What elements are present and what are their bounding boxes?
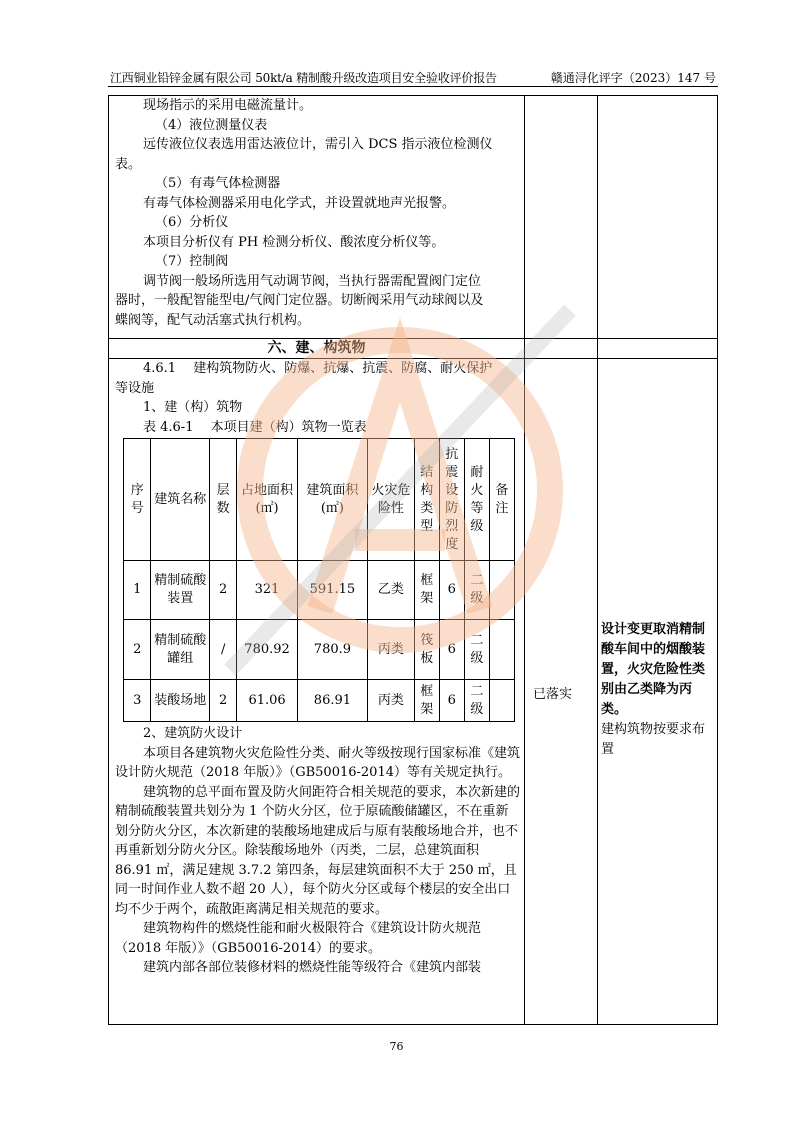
text-line: 蝶阀等，配气动活塞式执行机构。 xyxy=(115,312,311,328)
section-title: 六、建、构筑物 xyxy=(267,340,366,356)
remark-cell xyxy=(601,620,713,760)
remark-bold: 设计变更取消精制酸车间中的烟酸装置，火灾危险性类别由乙类降为丙类。 xyxy=(601,622,706,717)
header-cell: 建筑面积(㎡) xyxy=(297,439,367,561)
cell: 乙类 xyxy=(368,561,415,620)
subsection-heading: 1、建（构）筑物 xyxy=(143,400,243,415)
cell: 321 xyxy=(237,561,297,620)
text-line: 本项目分析仪有 PH 检测分析仪、酸浓度分析仪等。 xyxy=(143,234,445,250)
text-line: 器时，一般配智能型电/气阀门定位器。切断阀采用气动球阀以及 xyxy=(115,293,484,308)
cell: 6 xyxy=(439,680,464,722)
text-line: （7）控制阀 xyxy=(155,254,229,269)
text-line: 远传液位仪表选用雷达液位计，需引入 DCS 指示液位检测仪 xyxy=(143,137,493,152)
cell: 筏板 xyxy=(414,620,439,680)
cell: 6 xyxy=(439,620,464,680)
clause-heading-cont: 等设施 xyxy=(115,380,155,396)
header-cell: 耐火等级 xyxy=(464,439,489,561)
cell xyxy=(489,680,514,722)
building-table xyxy=(123,438,515,722)
fire-design-block xyxy=(115,724,520,978)
cell: 780.92 xyxy=(237,620,297,680)
header-cell: 抗震设防烈度 xyxy=(439,439,464,561)
table-caption: 表 4.6-1 本项目建（构）筑物一览表 xyxy=(143,419,367,435)
table-row xyxy=(124,561,515,620)
paragraph: 建筑内部各部位装修材料的燃烧性能等级符合《建筑内部装 xyxy=(143,960,482,975)
text-line: （5）有毒气体检测器 xyxy=(155,176,281,191)
text-line: 调节阀一般场所选用气动调节阀，当执行器需配置阀门定位 xyxy=(143,273,482,289)
header-cell: 占地面积(㎡) xyxy=(237,439,297,561)
cell: 精制硫酸罐组 xyxy=(151,620,210,680)
cell: 精制硫酸装置 xyxy=(151,561,210,620)
cell: 丙类 xyxy=(368,680,415,722)
column-divider-1 xyxy=(524,96,525,1024)
header-report-number: 赣通浔化评字（2023）147 号 xyxy=(550,71,716,85)
cell: 3 xyxy=(124,680,151,722)
paragraph: 建筑物构件的燃烧性能和耐火极限符合《建筑设计防火规范（2018 年版）》（GB50016-2014）的要求。 xyxy=(115,921,482,956)
cell: / xyxy=(209,620,236,680)
cell: 装酸场地 xyxy=(151,680,210,722)
header-cell: 序号 xyxy=(124,439,151,561)
text-line: （6）分析仪 xyxy=(155,215,229,230)
cell: 2 xyxy=(209,561,236,620)
header-report-title: 江西铜业铅锌金属有限公司 50kt/a 精制酸升级改造项目安全验收评价报告 xyxy=(110,71,497,85)
implementation-status: 已落实 xyxy=(533,687,573,702)
text-line: 现场指示的采用电磁流量计。 xyxy=(143,98,313,113)
cell: 二级 xyxy=(464,680,489,722)
page-number: 76 xyxy=(389,1040,404,1053)
header-cell: 建筑名称 xyxy=(151,439,210,561)
paragraph: 建筑物的总平面布置及防火间距符合相关规范的要求，本次新建的精制硫酸装置共划分为 1 个防火分区，位于原硫酸储罐区，不在重新划分防火分区，本次新建的装酸场地建成后与原有装酸场地合并，也不再重新划分防火分区。除装酸场地外（丙类，二层，总建筑面积 86.91 ㎡，满足建规 3.7.2 第四条，每层建筑面积不大于 250 ㎡，且同一时间作业人数不超 20 人），每个防火分区或每个楼层的安全出口均不少于两个，疏散距离满足相关规范的要求。 xyxy=(115,784,521,917)
cell: 61.06 xyxy=(237,680,297,722)
intro-block xyxy=(115,359,520,437)
text-line: 表。 xyxy=(115,156,142,172)
header-cell: 备注 xyxy=(489,439,514,561)
subsection-heading: 2、建筑防火设计 xyxy=(143,726,243,741)
column-divider-2 xyxy=(597,96,598,1024)
cell: 框架 xyxy=(414,680,439,722)
paragraph: 本项目各建筑物火灾危险性分类、耐火等级按现行国家标准《建筑设计防火规范（2018 年版）》（GB50016-2014）等有关规定执行。 xyxy=(115,745,521,780)
instrument-text-block xyxy=(115,96,520,330)
cell xyxy=(489,620,514,680)
cell: 780.9 xyxy=(297,620,367,680)
cell: 二级 xyxy=(464,620,489,680)
cell: 1 xyxy=(124,561,151,620)
clause-heading: 4.6.1 建构筑物防火、防爆、抗爆、抗震、防腐、耐火保护 xyxy=(143,361,493,376)
remark-normal: 建构筑物按要求布置 xyxy=(601,722,706,757)
cell: 86.91 xyxy=(297,680,367,722)
content-table xyxy=(108,95,718,1025)
cell: 二级 xyxy=(464,561,489,620)
table-header-row xyxy=(124,439,515,561)
cell: 框架 xyxy=(414,561,439,620)
table-row xyxy=(124,620,515,680)
cell xyxy=(489,561,514,620)
header-cell: 火灾危险性 xyxy=(368,439,415,561)
cell: 2 xyxy=(209,680,236,722)
cell: 6 xyxy=(439,561,464,620)
text-line: （4）液位测量仪表 xyxy=(155,117,268,133)
header-cell: 层数 xyxy=(209,439,236,561)
cell: 2 xyxy=(124,620,151,680)
page-header xyxy=(108,70,718,87)
header-cell: 结构类型 xyxy=(414,439,439,561)
cell: 丙类 xyxy=(368,620,415,680)
cell: 591.15 xyxy=(297,561,367,620)
text-line: 有毒气体检测器采用电化学式，并设置就地声光报警。 xyxy=(143,195,456,211)
table-row xyxy=(124,680,515,722)
